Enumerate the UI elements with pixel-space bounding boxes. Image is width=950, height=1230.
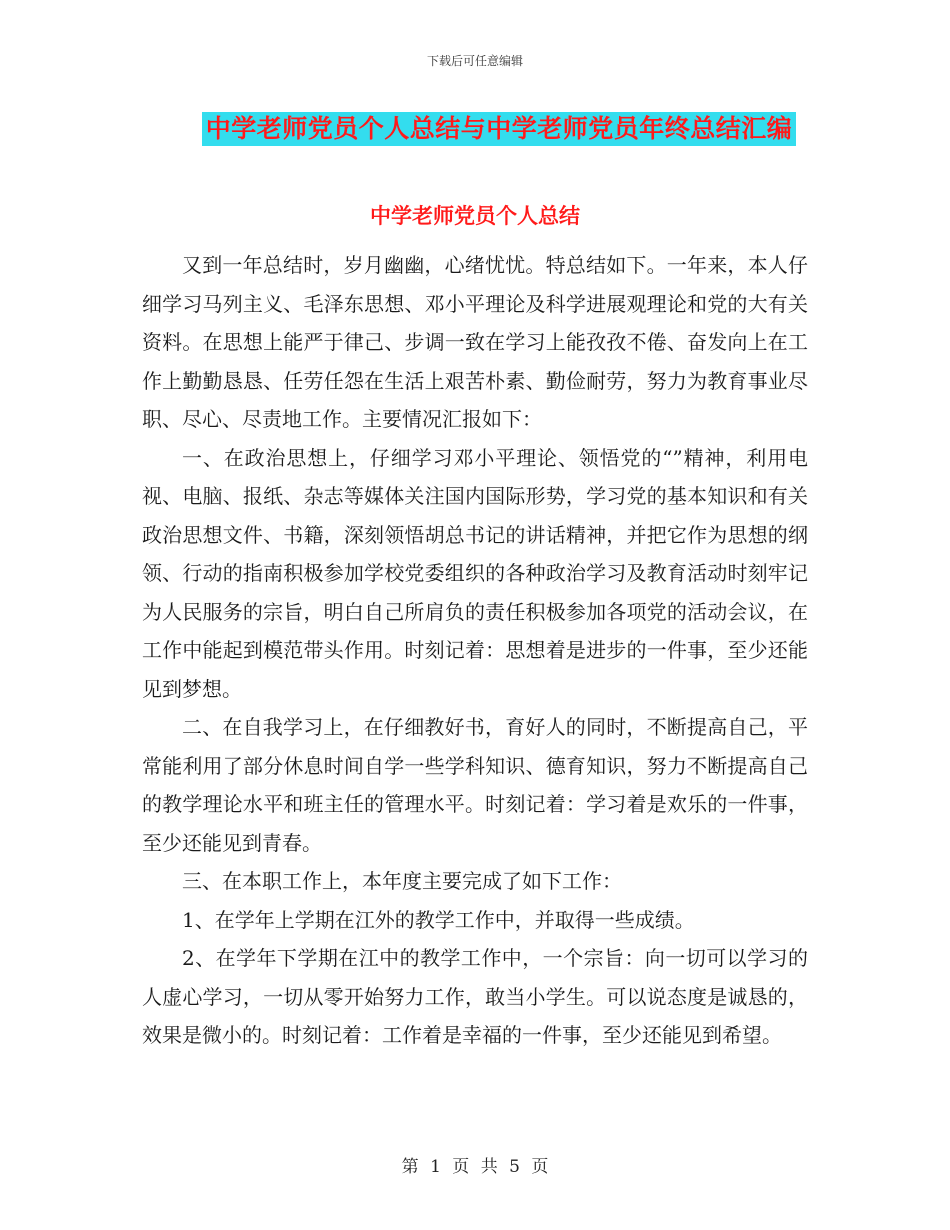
main-title: 中学老师党员个人总结与中学老师党员年终总结汇编 (202, 112, 797, 146)
header-note: 下载后可任意编辑 (426, 54, 523, 68)
paragraph: 又到一年总结时，岁月幽幽，心绪忧忧。特总结如下。一年来，本人仔细学习马列主义、毛泽东思想、邓小平理论及科学进展观理论和党的大有关资料。在思想上能严于律己、步调一致在学习上能孜孜不倦、奋发向上在工作上勤勤恳恳、任劳任怨在生活上艰苦朴素、勤俭耐劳，努力为教育事业尽职、尽心、尽责地工作。主要情况汇报如下： (142, 253, 808, 431)
paragraph: 1、在学年上学期在江外的教学工作中，并取得一些成绩。 (182, 907, 695, 932)
paragraph: 2、在学年下学期在江中的教学工作中，一个宗旨：向一切可以学习的人虚心学习，一切从零开始努力工作，敢当小学生。可以说态度是诚恳的，效果是微小的。时刻记着：工作着是幸福的一件事，至少还能见到希望。 (142, 946, 808, 1047)
paragraph: 三、在本职工作上，本年度主要完成了如下工作： (182, 869, 622, 893)
main-title-container (0, 112, 950, 146)
paragraph: 二、在自我学习上，在仔细教好书，育好人的同时，不断提高自己，平常能利用了部分休息时间自学一些学科知识、德育知识，努力不断提高自己的教学理论水平和班主任的管理水平。时刻记着：学习着是欢乐的一件事，至少还能见到青春。 (142, 715, 808, 855)
page-number-footer: 第 1 页 共 5 页 (401, 1157, 549, 1177)
paragraph: 一、在政治思想上，仔细学习邓小平理论、领悟党的“”精神，利用电视、电脑、报纸、杂志等媒体关注国内国际形势，学习党的基本知识和有关政治思想文件、书籍，深刻领悟胡总书记的讲话精神，并把它作为思想的纲领、行动的指南积极参加学校党委组织的各种政治学习及教育活动时刻牢记为人民服务的宗旨，明白自己所肩负的责任积极参加各项党的活动会议，在工作中能起到模范带头作用。时刻记着：思想着是进步的一件事，至少还能见到梦想。 (142, 445, 808, 701)
section-title: 中学老师党员个人总结 (370, 203, 580, 228)
document-body (142, 246, 808, 1055)
